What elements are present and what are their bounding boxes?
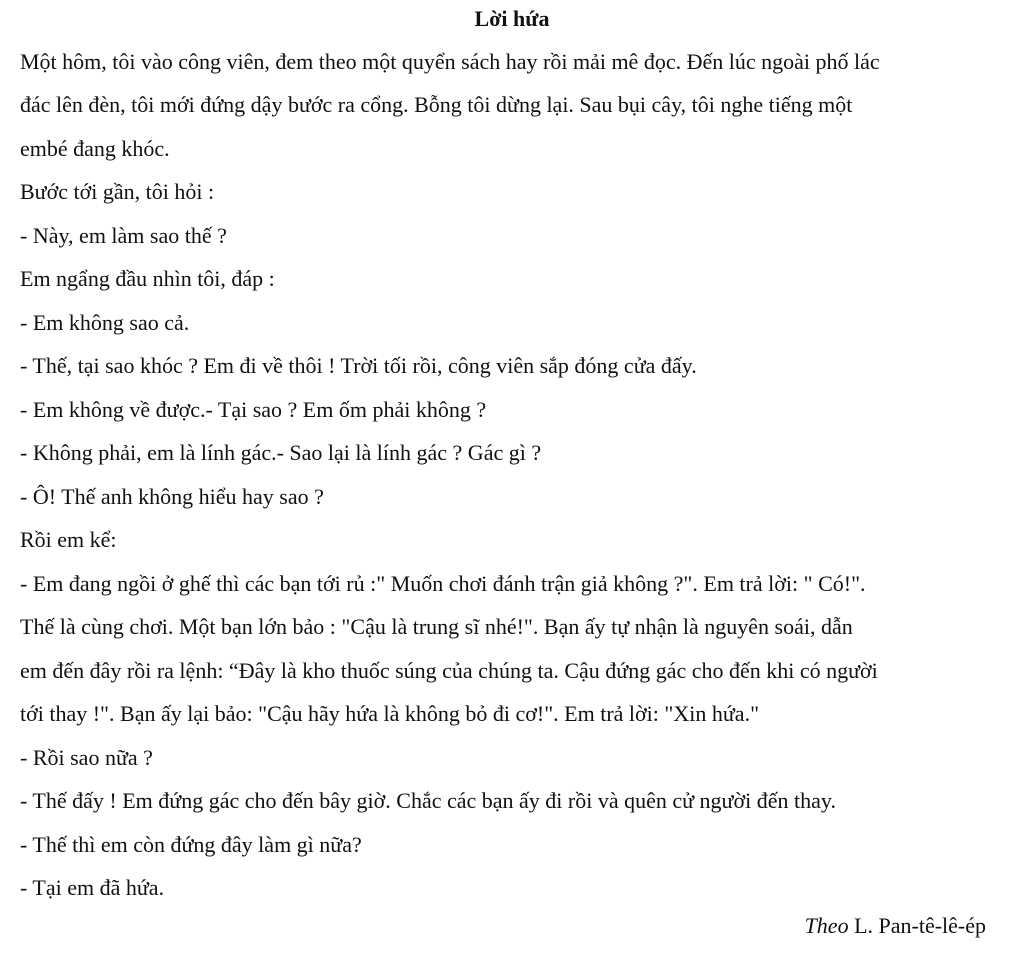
paragraph-line: Một hôm, tôi vào công viên, đem theo một quyển sách hay rồi mải mê đọc. Đến lúc ngoài phố lác [20,49,880,74]
paragraph-line: Bước tới gần, tôi hỏi : [20,179,215,204]
dialogue-line: - Rồi sao nữa ? [20,745,153,770]
paragraph-line: đác lên đèn, tôi mới đứng dậy bước ra cổng. Bỗng tôi dừng lại. Sau bụi cây, tôi nghe tiếng một [20,92,853,117]
paragraph-line: Thế là cùng chơi. Một bạn lớn bảo : "Cậu là trung sĩ nhé!". Bạn ấy tự nhận là nguyên soái, dẫn [20,614,853,639]
dialogue-line: - Không phải, em là lính gác.- Sao lại là lính gác ? Gác gì ? [20,440,542,465]
dialogue-line: - Em đang ngồi ở ghế thì các bạn tới rủ :" Muốn chơi đánh trận giả không ?". Em trả lời: " Có!". [20,571,866,596]
document-title: Lời hứa [474,6,550,31]
source-attribution [805,911,986,941]
dialogue-line: - Em không sao cả. [20,310,190,335]
dialogue-line: - Em không về được.- Tại sao ? Em ốm phải không ? [20,397,487,422]
paragraph-line: embé đang khóc. [20,136,170,161]
dialogue-line: - Tại em đã hứa. [20,875,165,900]
paragraph-line: tới thay !". Bạn ấy lại bảo: "Cậu hãy hứa là không bỏ đi cơ!". Em trả lời: "Xin hứa." [20,701,760,726]
dialogue-line: - Thế đấy ! Em đứng gác cho đến bây giờ. Chắc các bạn ấy đi rồi và quên cử người đến thay. [20,788,836,813]
dialogue-line: - Ô! Thế anh không hiểu hay sao ? [20,484,324,509]
dialogue-line: - Này, em làm sao thế ? [20,223,227,248]
dialogue-line: - Thế thì em còn đứng đây làm gì nữa? [20,832,362,857]
source-author: L. Pan-tê-lê-ép [848,913,986,938]
dialogue-line: - Thế, tại sao khóc ? Em đi về thôi ! Trời tối rồi, công viên sắp đóng cửa đấy. [20,353,697,378]
paragraph-line: Rồi em kể: [20,527,117,552]
paragraph-line: Em ngẩng đầu nhìn tôi, đáp : [20,266,275,291]
paragraph-line: em đến đây rồi ra lệnh: “Đây là kho thuốc súng của chúng ta. Cậu đứng gác cho đến khi có người [20,658,878,683]
source-prefix: Theo [804,913,849,938]
